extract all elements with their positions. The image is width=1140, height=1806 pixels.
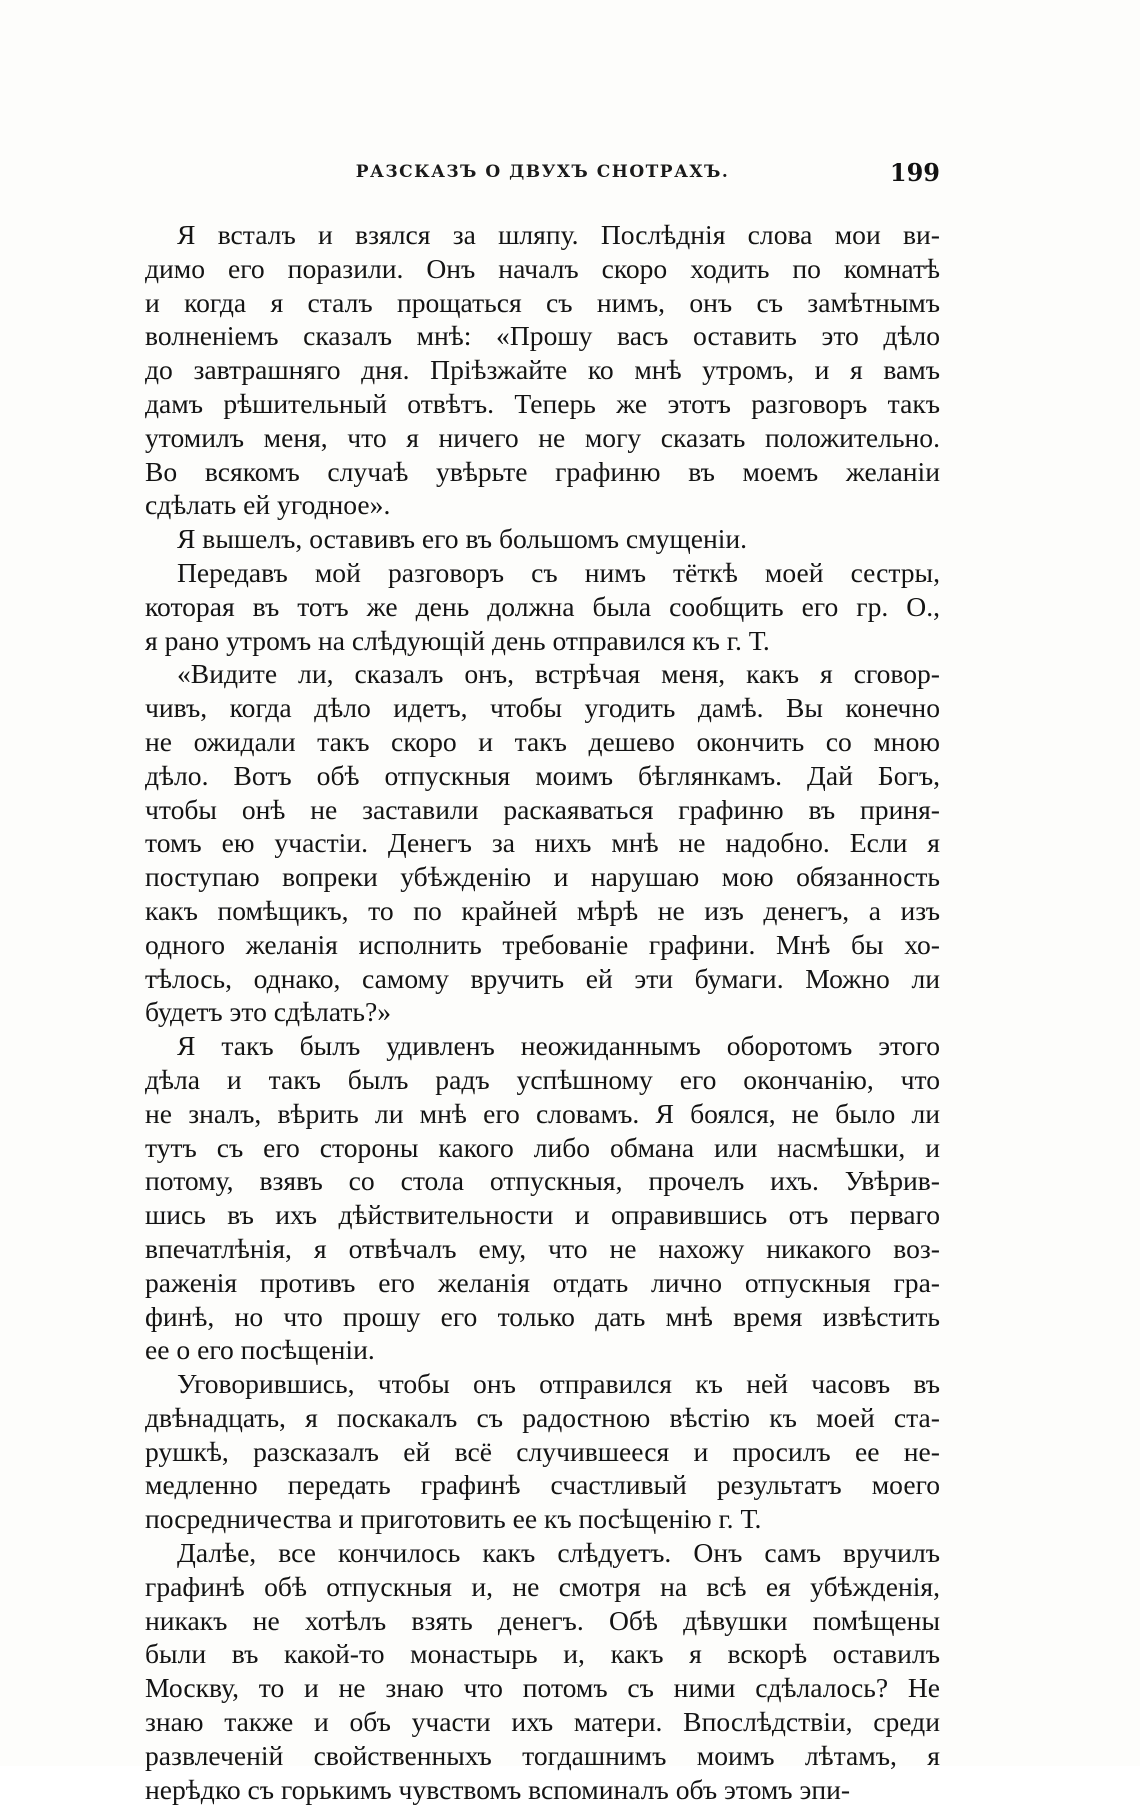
text-line: Я всталъ и взялся за шляпу. Послѣднія слова мои ви- bbox=[177, 219, 940, 250]
text-line: никакъ не хотѣлъ взять денегъ. Обѣ дѣвушки помѣщены bbox=[145, 1604, 940, 1636]
paragraph bbox=[145, 1367, 940, 1536]
text-line: дѣло. Вотъ обѣ отпускныя моимъ бѣглянкамъ. Дай Богъ, bbox=[145, 759, 940, 791]
text-line: чтобы онѣ не заставили раскаяваться графиню въ приня- bbox=[145, 793, 940, 825]
paragraph bbox=[145, 1029, 940, 1367]
text-line: «Видите ли, сказалъ онъ, встрѣчая меня, какъ я сговор- bbox=[177, 658, 940, 690]
body-text bbox=[145, 218, 940, 1806]
text-line: раженія противъ его желанія отдать лично отпускныя гра- bbox=[145, 1266, 940, 1298]
text-line: графинѣ обѣ отпускныя и, не смотря на всѣ ея убѣжденія, bbox=[145, 1570, 940, 1602]
text-line: впечатлѣнія, я отвѣчалъ ему, что не нахожу никакого воз- bbox=[145, 1232, 940, 1264]
text-line: томъ ею участіи. Денегъ за нихъ мнѣ не надобно. Если я bbox=[145, 827, 940, 859]
text-line: двѣнадцать, я поскакалъ съ радостною вѣстію къ моей ста- bbox=[145, 1401, 940, 1433]
text-line: Передавъ мой разговоръ съ нимъ тёткѣ моей сестры, bbox=[177, 556, 940, 588]
text-line: ее о его посѣщеніи. bbox=[145, 1334, 375, 1366]
text-line: были въ какой-то монастырь и, какъ я вскорѣ оставилъ bbox=[145, 1638, 940, 1670]
text-line: Уговорившись, чтобы онъ отправился къ ней часовъ въ bbox=[177, 1368, 940, 1400]
text-line: посредничества и приготовить ее къ посѣщенію г. Т. bbox=[145, 1503, 762, 1535]
text-line: не зналъ, вѣрить ли мнѣ его словамъ. Я боялся, не было ли bbox=[145, 1097, 940, 1129]
text-line: Я такъ былъ удивленъ неожиданнымъ оборотомъ этого bbox=[177, 1030, 940, 1062]
text-line: какъ помѣщикъ, то по крайней мѣрѣ не изъ денегъ, а изъ bbox=[145, 894, 940, 926]
running-title: РАЗСКАЗЪ О ДВУХЪ СНОТРАХЪ. bbox=[355, 162, 730, 182]
page-header bbox=[145, 158, 940, 192]
text-line: развлеченій свойственныхъ тогдашнимъ моимъ лѣтамъ, я bbox=[145, 1739, 940, 1771]
text-line: одного желанія исполнить требованіе графини. Мнѣ бы хо- bbox=[145, 928, 940, 960]
text-line: утомилъ меня, что я ничего не могу сказать положительно. bbox=[145, 421, 940, 453]
text-line: поступаю вопреки убѣжденію и нарушаю мою обязанность bbox=[145, 861, 940, 893]
text-line: тѣлось, однако, самому вручить ей эти бумаги. Можно ли bbox=[145, 962, 940, 994]
text-line: Я вышелъ, оставивъ его въ большомъ смущеніи. bbox=[177, 523, 748, 555]
text-line: тутъ съ его стороны какого либо обмана или насмѣшки, и bbox=[145, 1131, 940, 1163]
text-line: сдѣлать ей угодное». bbox=[145, 489, 391, 521]
text-line: Далѣе, все кончилось какъ слѣдуетъ. Онъ самъ вручилъ bbox=[177, 1537, 940, 1569]
paragraph bbox=[145, 657, 940, 1029]
text-line: до завтрашняго дня. Пріѣзжайте ко мнѣ утромъ, и я вамъ bbox=[145, 354, 940, 386]
text-line: рушкѣ, разсказалъ ей всё случившееся и просилъ ее не- bbox=[145, 1435, 940, 1467]
text-line: нерѣдко съ горькимъ чувствомъ вспоминалъ объ этомъ эпи- bbox=[145, 1773, 851, 1805]
text-line: Во всякомъ случаѣ увѣрьте графиню въ моемъ желаніи bbox=[145, 455, 940, 487]
text-line: чивъ, когда дѣло идетъ, чтобы угодить дамѣ. Вы конечно bbox=[145, 692, 940, 724]
text-line: и когда я сталъ прощаться съ нимъ, онъ съ замѣтнымъ bbox=[145, 286, 940, 318]
text-line: которая въ тотъ же день должна была сообщить его гр. О., bbox=[145, 590, 940, 622]
text-line: дамъ рѣшительный отвѣтъ. Теперь же этотъ разговоръ такъ bbox=[145, 387, 940, 419]
text-line: потому, взявъ со стола отпускныя, прочелъ ихъ. Увѣрив- bbox=[145, 1165, 940, 1197]
text-line: я рано утромъ на слѣдующій день отправился къ г. Т. bbox=[145, 624, 770, 656]
paragraph bbox=[145, 556, 940, 657]
text-line: Москву, то и не знаю что потомъ съ ними сдѣлалось? Не bbox=[145, 1672, 940, 1704]
text-line: финѣ, но что прошу его только дать мнѣ время извѣстить bbox=[145, 1300, 940, 1332]
paragraph bbox=[145, 522, 940, 556]
text-line: димо его поразили. Онъ началъ скоро ходить по комнатѣ bbox=[145, 252, 940, 284]
text-line: дѣла и такъ былъ радъ успѣшному его окончанію, что bbox=[145, 1063, 940, 1095]
page-number: 199 bbox=[889, 158, 940, 187]
text-line: медленно передать графинѣ счастливый результатъ моего bbox=[145, 1469, 940, 1501]
text-line: будетъ это сдѣлать?» bbox=[145, 996, 392, 1028]
paragraph bbox=[145, 218, 940, 522]
text-line: волненіемъ сказалъ мнѣ: «Прошу васъ оставить это дѣло bbox=[145, 320, 940, 352]
text-line: не ожидали такъ скоро и такъ дешево окончить со мною bbox=[145, 725, 940, 757]
text-line: шись въ ихъ дѣйствительности и оправившись отъ перваго bbox=[145, 1199, 940, 1231]
text-line: знаю также и объ участи ихъ матери. Впослѣдствіи, среди bbox=[145, 1706, 940, 1738]
